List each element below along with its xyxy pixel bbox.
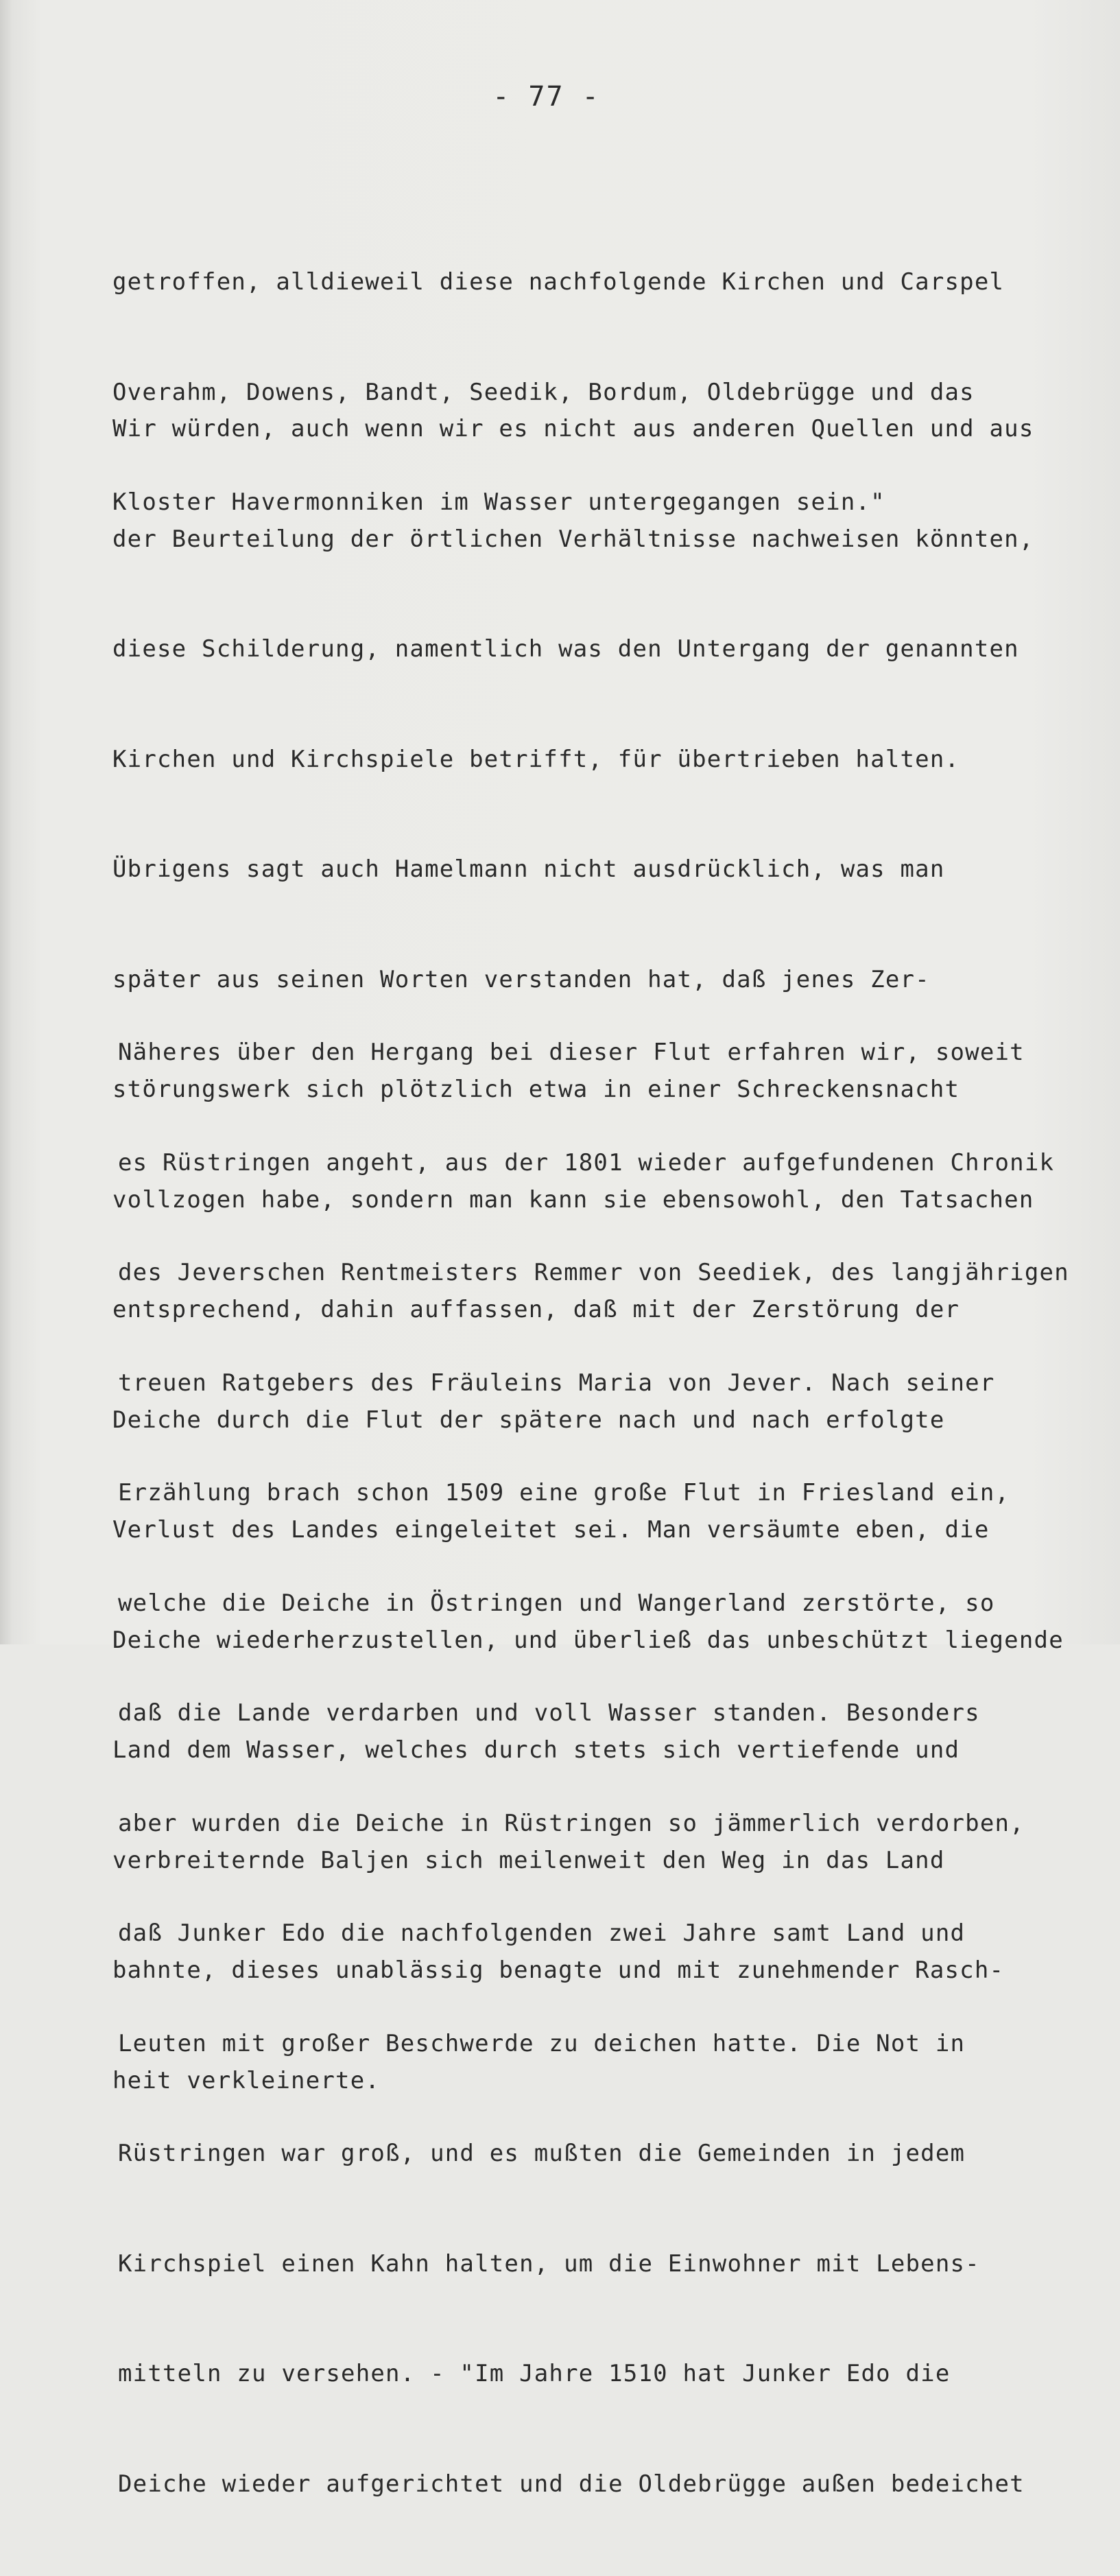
text-line: entsprechend, dahin auffassen, daß mit der Zerstörung der <box>112 1296 960 1323</box>
text-line: Wir würden, auch wenn wir es nicht aus anderen Quellen und aus <box>112 415 1034 442</box>
text-line: Deiche wieder aufgerichtet und die Oldebrügge außen bedeichet <box>118 2470 1025 2498</box>
text-line: Näheres über den Hergang bei dieser Flut erfahren wir, soweit <box>118 1039 1025 1066</box>
text-line: welche die Deiche in Östringen und Wangerland zerstörte, so <box>118 1589 995 1617</box>
text-line: daß Junker Edo die nachfolgenden zwei Jahre samt Land und <box>118 1919 966 1947</box>
text-line: heit verkleinerte. <box>112 2066 381 2094</box>
text-line: bahnte, dieses unablässig benagte und mit zunehmender Rasch- <box>112 1957 1005 1984</box>
text-line: störungswerk sich plötzlich etwa in einer Schreckensnacht <box>112 1076 960 1103</box>
text-line: es Rüstringen angeht, aus der 1801 wieder aufgefundenen Chronik <box>118 1148 1055 1177</box>
text-line: des Jeverschen Rentmeisters Remmer von Seediek, des langjährigen <box>118 1259 1069 1286</box>
text-line: Leuten mit großer Beschwerde zu deichen hatte. Die Not in <box>118 2029 966 2057</box>
text-line: treuen Ratgebers des Fräuleins Maria von Jever. Nach seiner <box>118 1369 995 1397</box>
text-line: Erzählung brach schon 1509 eine große Flut in Friesland ein, <box>118 1479 1010 1506</box>
paragraph-3 <box>118 961 1069 2576</box>
text-line: später aus seinen Worten verstanden hat, daß jenes Zer- <box>112 965 930 993</box>
text-line: Verlust des Landes eingeleitet sei. Man versäumte eben, die <box>112 1516 990 1544</box>
text-line: Kirchen und Kirchspiele betrifft, für übertrieben halten. <box>112 745 960 773</box>
text-line: Rüstringen war groß, und es mußten die Gemeinden in jedem <box>118 2140 966 2167</box>
text-line: aber wurden die Deiche in Rüstringen so jämmerlich verdorben, <box>118 1809 1025 1837</box>
text-line: mitteln zu versehen. - "Im Jahre 1510 hat Junker Edo die <box>118 2360 951 2387</box>
text-line: diese Schilderung, namentlich was den Untergang der genannten <box>112 635 1019 663</box>
text-line: verbreiternde Baljen sich meilenweit den Weg in das Land <box>112 1846 945 1874</box>
text-line: Land dem Wasser, welches durch stets sich vertiefende und <box>112 1736 960 1764</box>
text-line: daß die Lande verdarben und voll Wasser standen. Besonders <box>118 1699 980 1727</box>
text-line: Deiche wiederherzustellen, und überließ das unbeschützt liegende <box>112 1626 1064 1654</box>
page-number: - 77 - <box>492 81 600 113</box>
text-line: Kirchspiel einen Kahn halten, um die Einwohner mit Lebens- <box>118 2249 980 2278</box>
text-line: vollzogen habe, sondern man kann sie ebensowohl, den Tatsachen <box>112 1185 1034 1214</box>
text-line: der Beurteilung der örtlichen Verhältnisse nachweisen könnten, <box>112 525 1034 553</box>
text-line: Kloster Havermonniken im Wasser untergegangen sein." <box>112 488 885 516</box>
text-line: getroffen, alldieweil diese nachfolgende Kirchen und Carspel <box>112 268 1005 296</box>
text-line: Overahm, Dowens, Bandt, Seedik, Bordum, Oldebrügge und das <box>112 378 975 406</box>
text-line: Deiche durch die Flut der spätere nach und nach erfolgte <box>112 1406 945 1434</box>
text-line: Übrigens sagt auch Hamelmann nicht ausdrücklich, was man <box>112 855 945 883</box>
